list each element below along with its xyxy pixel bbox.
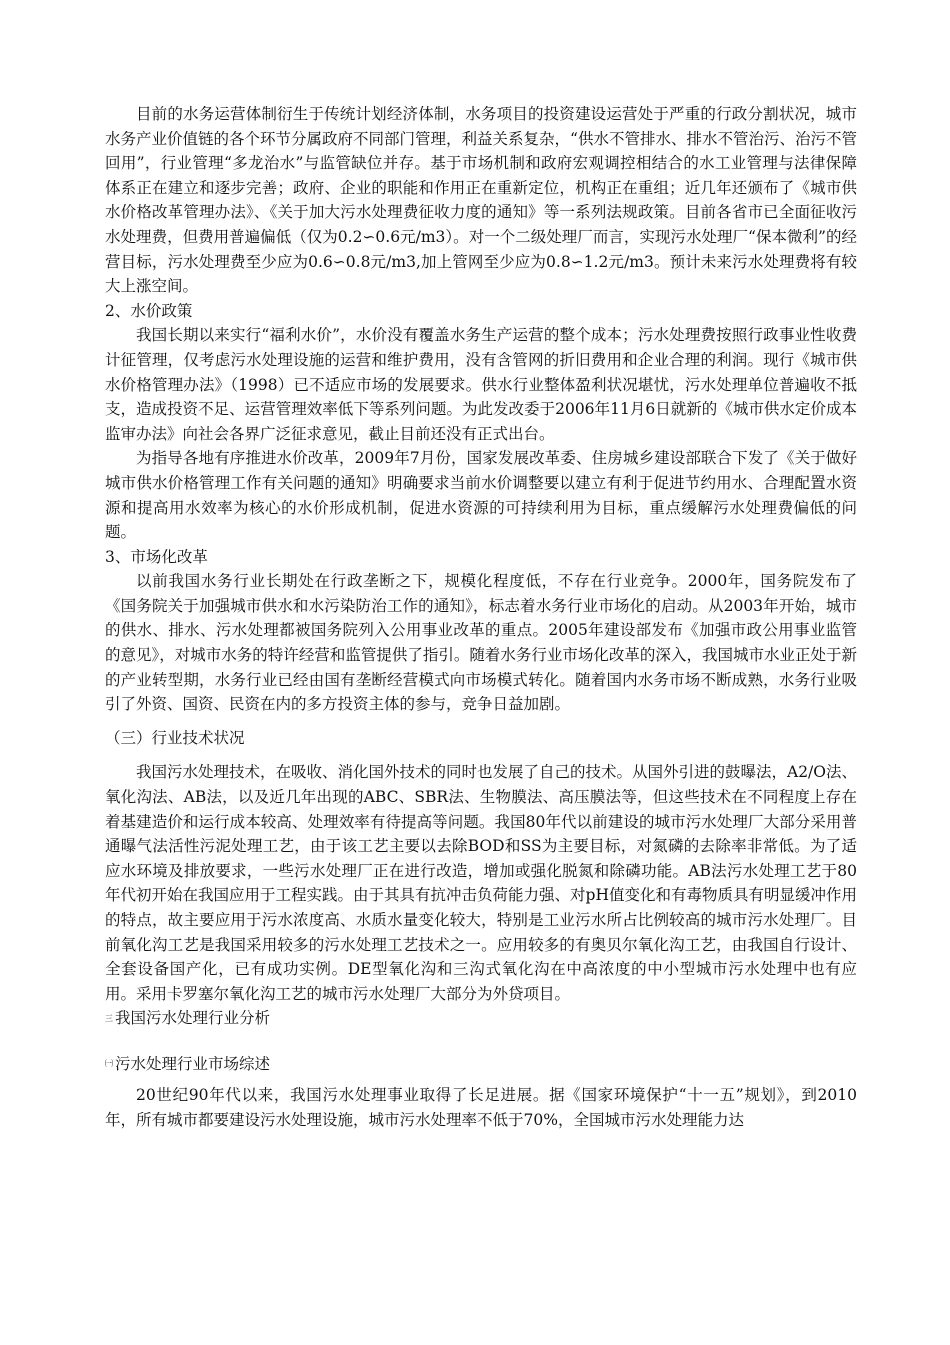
paragraph-welfare-water-price: 我国长期以来实行“福利水价”，水价没有覆盖水务生产运营的整个成本；污水处理费按照行政事业性收费计征管理，仅考虑污水处理设施的运营和维护费用，没有含管网的折旧费用和企业合理的利润。现行《城市供水价格管理办法》（1998）已不适应市场的发展要求。供水行业整体盈利状况堪忧，污水处理单位普遍收不抵支，造成投资不足、运营管理效率低下等系列问题。为此发改委于2006年11月6日就新的《城市供水定价成本监审办法》向社会各界广泛征求意见，截止目前还没有正式出台。 bbox=[105, 326, 857, 443]
subsection-heading-market-overview bbox=[105, 1052, 857, 1077]
section-heading-industry-technology: （三）行业技术状况 bbox=[105, 728, 245, 747]
paragraph-water-operation-system: 目前的水务运营体制衍生于传统计划经济体制，水务项目的投资建设运营处于严重的行政分割状况，城市水务产业价值链的各个环节分属政府不同部门管理，利益关系复杂，“供水不管排水、排水不管治污、治污不管回用”，行业管理“多龙治水”与监管缺位并存。基于市场机制和政府宏观调控相结合的水工业管理与法律保障体系正在建立和逐步完善；政府、企业的职能和作用正在重新定位，机构正在重组；近几年还颁布了《城市供水价格改革管理办法》、《关于加大污水处理费征收力度的通知》等一系列法规政策。目前各省市已全面征收污水处理费，但费用普遍偏低（仅为0.2∽0.6元/m3）。对一个二级处理厂而言，实现污水处理厂“保本微利”的经营目标，污水处理费至少应为0.6∽0.8元/m3,加上管网至少应为0.8∽1.2元/m3。预计未来污水处理费将有较大上涨空间。 bbox=[105, 105, 857, 296]
paragraph-sewage-technology: 我国污水处理技术，在吸收、消化国外技术的同时也发展了自己的技术。从国外引进的鼓曝法，A2/O法、氧化沟法、AB法，以及近几年出现的ABC、SBR法、生物膜法、高压膜法等，但这些技术在不同程度上存在着基建造价和运行成本较高、处理效率有待提高等问题。我国80年代以前建设的城市污水处理厂大部分采用普通曝气法活性污泥处理工艺，由于该工艺主要以去除BOD和SS为主要目标，对氮磷的去除率非常低。为了适应水环境及排放要求，一些污水处理厂正在进行改造，增加或强化脱氮和除磷功能。AB法污水处理工艺于80年代初开始在我国应用于工程实践。由于其具有抗冲击负荷能力强、对pH值变化和有毒物质具有明显缓冲作用的特点，故主要应用于污水浓度高、水质水量变化较大，特别是工业污水所占比例较高的城市污水处理厂。目前氧化沟工艺是我国采用较多的污水处理工艺技术之一。应用较多的有奥贝尔氧化沟工艺，由我国自行设计、全套设备国产化，已有成功实例。DE型氧化沟和三沟式氧化沟在中高浓度的中小型城市污水处理中也有应用。采用卡罗塞尔氧化沟工艺的城市污水处理厂大部分为外贷项目。 bbox=[105, 763, 857, 1003]
subsection-number-mark: ㈠ bbox=[105, 1059, 113, 1069]
heading-market-reform: 3、市场化改革 bbox=[105, 547, 208, 566]
paragraph-market-overview: 20世纪90年代以来，我国污水处理事业取得了长足进展。据《国家环境保护“十一五”规划》，到2010年，所有城市都要建设污水处理设施，城市污水处理率不低于70%，全国城市污水处理能力达 bbox=[105, 1085, 857, 1129]
paragraph-market-reform: 以前我国水务行业长期处在行政垄断之下，规模化程度低，不存在行业竞争。2000年，国务院发布了《国务院关于加强城市供水和水污染防治工作的通知》，标志着水务行业市场化的启动。从2003年开始，城市的供水、排水、污水处理都被国务院列入公用事业改革的重点。2005年建设部发布《加强市政公用事业监管的意见》，对城市水务的特许经营和监管提供了指引。随着水务行业市场化改革的深入，我国城市水业正处于新的产业转型期，水务行业已经由国有垄断经营模式向市场模式转化。随着国内水务市场不断成熟，水务行业吸引了外资、国资、民资在内的多方投资主体的参与，竞争日益加剧。 bbox=[105, 572, 857, 714]
part-heading-text: 我国污水处理行业分析 bbox=[115, 1009, 271, 1028]
subsection-heading-text: 污水处理行业市场综述 bbox=[115, 1054, 271, 1073]
spacer bbox=[105, 1032, 857, 1052]
paragraph-water-price-reform: 为指导各地有序推进水价改革，2009年7月份，国家发展改革委、住房城乡建设部联合下发了《关于做好城市供水价格管理工作有关问题的通知》明确要求当前水价调整要以建立有利于促进节约用水、合理配置水资源和提高用水效率为核心的水价形成机制，促进水资源的可持续利用为目标，重点缓解污水处理费偏低的问题。 bbox=[105, 449, 857, 542]
part-heading-industry-analysis bbox=[105, 1006, 857, 1031]
document-page bbox=[105, 102, 857, 1132]
part-number-mark: 三 bbox=[105, 1014, 113, 1024]
heading-water-price-policy: 2、水价政策 bbox=[105, 301, 193, 320]
